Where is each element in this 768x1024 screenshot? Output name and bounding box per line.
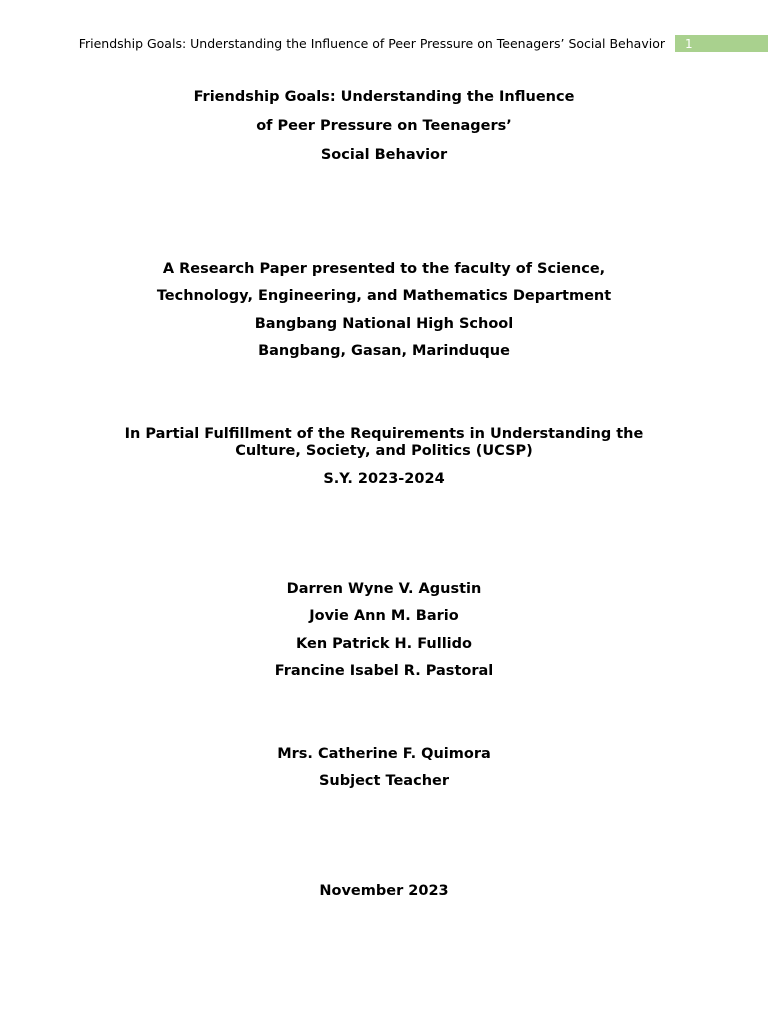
title-line-1: Friendship Goals: Understanding the Influence [193, 89, 575, 105]
presentation-line-1: A Research Paper presented to the faculty of Science, [162, 261, 606, 277]
school-name: Bangbang National High School [254, 316, 514, 332]
school-year: S.Y. 2023-2024 [323, 471, 445, 487]
presentation-line-2: Technology, Engineering, and Mathematics Department [156, 288, 612, 304]
author-name: Francine Isabel R. Pastoral [274, 663, 494, 679]
author-name: Ken Patrick H. Fullido [296, 636, 472, 652]
teacher-role: Subject Teacher [318, 773, 449, 789]
fulfillment-line-2: Culture, Society, and Politics (UCSP) [235, 443, 533, 459]
title-line-2: of Peer Pressure on Teenagers’ [256, 118, 512, 134]
school-location: Bangbang, Gasan, Marinduque [258, 343, 510, 359]
page-number-box [675, 35, 768, 52]
running-header-title: Friendship Goals: Understanding the Influence of Peer Pressure on Teenagers’ Social Behavior [78, 36, 665, 51]
submission-date: November 2023 [319, 883, 449, 899]
page-header [0, 35, 768, 52]
teacher-name: Mrs. Catherine F. Quimora [277, 746, 491, 762]
author-name: Darren Wyne V. Agustin [286, 581, 482, 597]
page-number: 1 [685, 37, 693, 51]
fulfillment-line-1: In Partial Fulfillment of the Requirements in Understanding the [124, 426, 644, 442]
author-name: Jovie Ann M. Bario [309, 608, 459, 624]
title-line-3: Social Behavior [320, 147, 448, 163]
